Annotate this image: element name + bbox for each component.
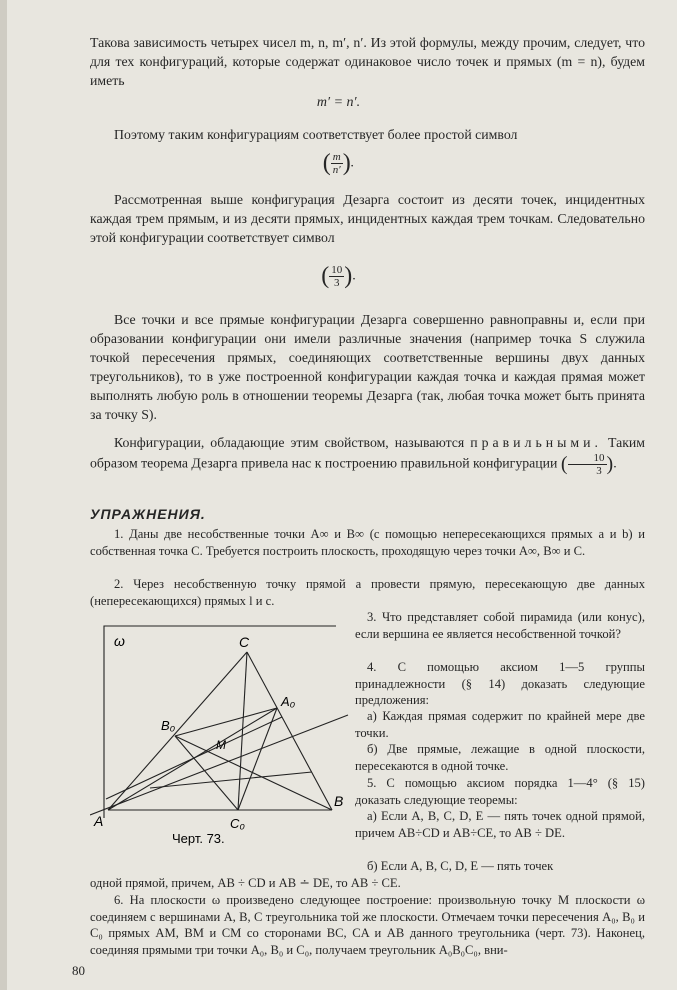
paragraph-2: Поэтому таким конфигурациям соответствует более простой символ [114, 127, 518, 142]
symbol-10-3: ( $\frac{10}{3}$ ). [321, 263, 356, 289]
exercises-heading: УПРАЖНЕНИЯ. [90, 506, 206, 522]
triangle-side-ac [108, 652, 247, 810]
formula-m-prime: m′ = n′. [316, 95, 361, 110]
exercise-5b-first-line: б) Если A, B, C, D, E — пять точек [367, 859, 554, 873]
label-c: C [239, 634, 250, 650]
triangle-side-bc [247, 652, 332, 810]
label-c0: C₀ [230, 816, 245, 831]
label-b0: B₀ [161, 718, 176, 733]
label-a0: A₀ [281, 694, 296, 709]
label-b: B [334, 793, 344, 809]
exercise-2: 2. Через несобственную точку прямой a провести прямую, пересекающую две данных (непересекающихся) прямых l и c. [90, 577, 645, 608]
exercise-4: 4. С помощью аксиом 1—5 группы принадлежности (§ 14) доказать следующие предложения: [355, 660, 645, 707]
line-a0-c0 [238, 708, 277, 810]
line-b0-a0 [175, 708, 277, 736]
exercise-4b: б) Две прямые, лежащие в одной плоскости, пересекаются в одной точке. [355, 742, 645, 773]
exercise-5a: а) Если A, B, C, D, E — пять точек одной прямой, причем AB÷CD и AB÷CE, то AB ÷ DE. [355, 809, 645, 840]
desargues-auxiliary-line-1 [106, 717, 282, 799]
paragraph-1: Такова зависимость четырех чисел m, n, m′, n′. Из этой формулы, между прочим, следует, что для тех конфигураций, которые содержат одинаковое число точек и прямых (m = n), будем иметь [90, 35, 645, 88]
line-a0-b0-extension [90, 715, 348, 815]
label-m: M [216, 738, 226, 752]
exercise-4a: а) Каждая прямая содержит по крайней мере две точки. [355, 709, 645, 740]
figure-caption: Черт. 73. [172, 831, 225, 846]
page-number: 80 [72, 963, 85, 978]
paragraph-4: Все точки и все прямые конфигурации Дезарга совершенно равноправны и, если при образовании конфигурации они имели различные значения (например точка S служила точкой пересечения прямых, соединяющих соответственные вершины двух данных треугольников), то в уже построенной конфигурации каждая точка и каждая прямая может выполнять любую роль в отношении теоремы Дезарга (так, любая точка может быть принята за точку S). [90, 312, 645, 422]
line-b0-c0 [175, 736, 238, 810]
label-omega: ω [114, 633, 125, 649]
desargues-auxiliary-line-2 [150, 772, 312, 788]
exercise-1: 1. Даны две несобственные точки A∞ и B∞ (с помощью непересекающихся прямых a и b) и собственная точка C. Требуется построить плоскость, проходящую через точки A∞, B∞ и C. [90, 527, 645, 558]
exercise-5b-continued: одной прямой, причем, AB ÷ CD и AB ∸ DE, то AB ÷ CE. [90, 876, 401, 890]
symbol-m-n: ( $\frac{m}{n'}$ ). [322, 150, 355, 176]
exercise-6: 6. На плоскости ω произведено следующее построение: произвольную точку M плоскости ω соединяем с вершинами A, B, C треугольника той же плоскости. Отмечаем точки пересечения A₀, B₀ и C₀ прямых AM, BM и CM со сторонами BC, CA и AB данного треугольника (черт. 73). Наконец, соединяя прямыми три точки A₀, B₀ и C₀, получаем треугольник A₀B₀C₀, вни- [90, 893, 645, 957]
paragraph-5: Конфигурации, обладающие этим свойством, называются правильными. Таким образом теорема Дезарга привела нас к построению правильной конфигурации ( $\frac{10}{3}$ ). [90, 435, 646, 477]
page-binding-edge [0, 0, 7, 990]
figure-73 [90, 614, 350, 849]
exercise-3: 3. Что представляет собой пирамида (или конус), если вершина ее является несобственной точкой? [355, 610, 645, 641]
label-a: A [94, 813, 104, 829]
exercise-5: 5. С помощью аксиом порядка 1—4° (§ 15) доказать следующие теоремы: [355, 776, 645, 807]
paragraph-3: Рассмотренная выше конфигурация Дезарга состоит из десяти точек, инцидентных каждая трем прямым, и из десяти прямых, инцидентных каждая трем точкам. Следовательно этой конфигурации соответствует символ [90, 192, 645, 245]
